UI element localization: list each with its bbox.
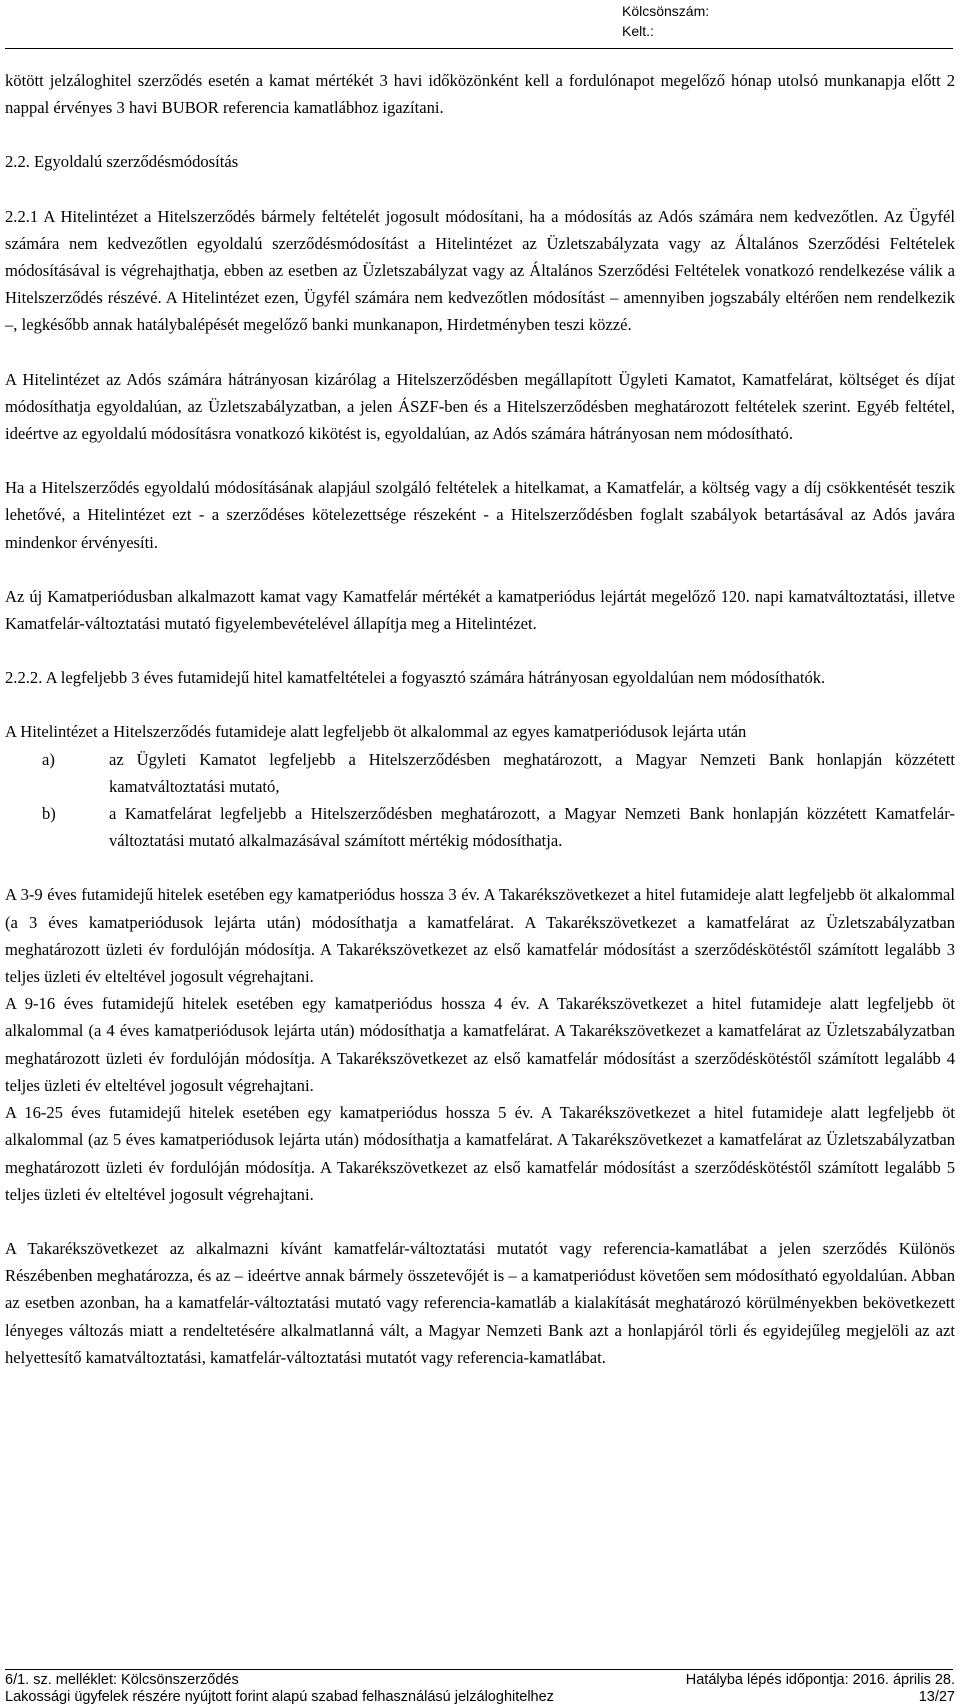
paragraph-reduction: Ha a Hitelszerződés egyoldalú módosításának alapjául szolgáló feltételek a hitelkamat, a Kamatfelár, a költség vagy a díj csökkentését teszik lehetővé, a Hitelintézet ezt - a szerződéses kötelezettsége részeként - a Hitelszerződésben foglalt szabályok betartásával az Adós javára mindenkor érvényesíti.: [5, 478, 955, 552]
footer-doc-label: 6/1. sz. melléklet: Kölcsönszerződés: [5, 1672, 239, 1688]
footer-rule: [5, 1669, 953, 1670]
section-heading-2-2: 2.2. Egyoldalú szerződésmódosítás: [5, 152, 239, 172]
header-rule: [5, 48, 953, 49]
footer-effective-date: Hatályba lépés időpontja: 2016. április 28.: [685, 1672, 955, 1688]
paragraph-disadvantageous-change: A Hitelintézet az Adós számára hátrányosan kizárólag a Hitelszerződésben megállapított Ügyleti Kamatot, Kamatfelárat, költséget és díjat módosíthatja egyoldalúan, az Üzletszabályzatban, a jelen ÁSZF-ben és a Hitelszerződésben meghatározott feltételek szerint. Egyéb feltétel, ideértve az egyoldalú módosításra vonatkozó kikötést is, egyoldalúan, az Adós számára hátrányosan nem módosítható.: [5, 369, 955, 444]
paragraph-2-2-1: 2.2.1 A Hitelintézet a Hitelszerződés bármely feltételét jogosult módosítani, ha a módosítás az Adós számára nem kedvezőtlen. Az Ügyfél számára nem kedvezőtlen egyoldalú szerződésmódosítást a Hitelintézet az Üzletszabályzata vagy az Általános Szerződési Feltételek módosításával is végrehajthatja, ebben az esetben az Üzletszabályzat vagy az Általános Szerződési Feltételek vonatkozó rendelkezése válik a Hitelszerződés részévé. A Hitelintézet ezen, Ügyfél számára nem kedvezőtlen módosítást – amennyiben jogszabály eltérően nem rendelkezik –, legkésőbb annak hatálybalépését megelőző banki munkanapon, Hirdetményben teszi közzé.: [5, 206, 955, 335]
paragraph-3-9-years: A 3-9 éves futamidejű hitelek esetében egy kamatperiódus hossza 3 év. A Takarékszövetkezet a hitel futamideje alatt legfeljebb öt alkalommal (a 3 éves kamatperiódusok lejárta után) módosíthatja a kamatfelárat. A Takarékszövetkezet a kamatfelárat az Üzletszabályzatban meghatározott üzleti év fordulóján módosítja. A Takarékszövetkezet az első kamatfelár módosítást a szerződéskötéstől számított legalább 3 teljes üzleti év elteltével jogosult végrehajtani.: [5, 885, 955, 987]
page-header: [622, 1, 709, 41]
footer-doc-title: Lakossági ügyfelek részére nyújtott forint alapú szabad felhasználású jelzáloghitelhez: [5, 1689, 554, 1705]
paragraph-reference-rate: A Takarékszövetkezet az alkalmazni kívánt kamatfelár-változtatási mutatót vagy referencia-kamatlábat a jelen szerződés Különös Részébenben meghatározza, és az – ideértve annak bármely összetevőjét is – a kamatperiódust követően sem módosítható egyoldalúan. Abban az esetben azonban, ha a kamatfelár-változtatási mutató vagy referencia-kamatláb a kialakítását meghatározó körülményekben bekövetkezett lényeges változás miatt a rendeltetésére alkalmatlanná vált, a Magyar Nemzeti Bank azt a honlapjáról törli és egyidejűleg megjelöli az azt helyettesítő kamatváltoztatási, kamatfelár-változtatási mutatót vagy referencia-kamatlábat.: [5, 1238, 955, 1367]
paragraph-five-times: A Hitelintézet a Hitelszerződés futamideje alatt legfeljebb öt alkalommal az egyes kamatperiódusok lejárta után: [5, 722, 747, 742]
list-label-b: b): [42, 804, 56, 824]
list-text-b: a Kamatfelárat legfeljebb a Hitelszerződésben meghatározott, a Magyar Nemzeti Bank honlapján közzétett Kamatfelár-változtatási mutató alkalmazásával számított mértékig módosíthatja.: [109, 804, 955, 851]
page-footer: [5, 1672, 955, 1706]
paragraph-2-2-2: 2.2.2. A legfeljebb 3 éves futamidejű hitel kamatfeltételei a fogyasztó számára hátrányosan egyoldalúan nem módosíthatók.: [5, 668, 826, 688]
date-label: Kelt.:: [622, 23, 654, 39]
paragraph-bubor: kötött jelzáloghitel szerződés esetén a kamat mértékét 3 havi időközönként kell a fordulónapot megelőző hónap utolsó munkanapja előtt 2 nappal érvényes 3 havi BUBOR referencia kamatlábhoz igazítani.: [5, 71, 955, 118]
page-number: 13/27: [918, 1689, 955, 1705]
list-label-a: a): [42, 749, 55, 769]
paragraph-16-25-years: A 16-25 éves futamidejű hitelek esetében egy kamatperiódus hossza 5 év. A Takarékszövetkezet a hitel futamideje alatt legfeljebb öt alkalommal (az 5 éves kamatperiódusok lejárta után) módosíthatja a kamatfelárat. A Takarékszövetkezet a kamatfelárat az Üzletszabályzatban meghatározott üzleti év fordulóján módosítja. A Takarékszövetkezet az első kamatfelár módosítást a szerződéskötéstől számított legalább 5 teljes üzleti év elteltével jogosult végrehajtani.: [5, 1103, 955, 1204]
paragraph-new-period: Az új Kamatperiódusban alkalmazott kamat vagy Kamatfelár mértékét a kamatperiódus lejártát megelőző 120. napi kamatváltoztatási, illetve Kamatfelár-változtatási mutató figyelembevételével állapítja meg a Hitelintézet.: [5, 586, 955, 634]
list-text-a: az Ügyleti Kamatot legfeljebb a Hitelszerződésben meghatározott, a Magyar Nemzeti Bank honlapján közzétett kamatváltoztatási mutató,: [109, 749, 955, 796]
paragraph-9-16-years: A 9-16 éves futamidejű hitelek esetében egy kamatperiódus hossza 4 év. A Takarékszövetkezet a hitel futamideje alatt legfeljebb öt alkalommal (a 4 éves kamatperiódusok lejárta után) módosíthatja a kamatfelárat. A Takarékszövetkezet a kamatfelárat az Üzletszabályzatban meghatározott üzleti év fordulóján módosítja. A Takarékszövetkezet az első kamatfelár módosítást a szerződéskötéstől számított legalább 4 teljes üzleti év elteltével jogosult végrehajtani.: [5, 994, 955, 1095]
loan-number-label: Kölcsönszám:: [622, 3, 710, 19]
list-item-b: [42, 800, 955, 854]
document-body: [5, 67, 955, 1371]
list-item-a: [42, 746, 955, 800]
